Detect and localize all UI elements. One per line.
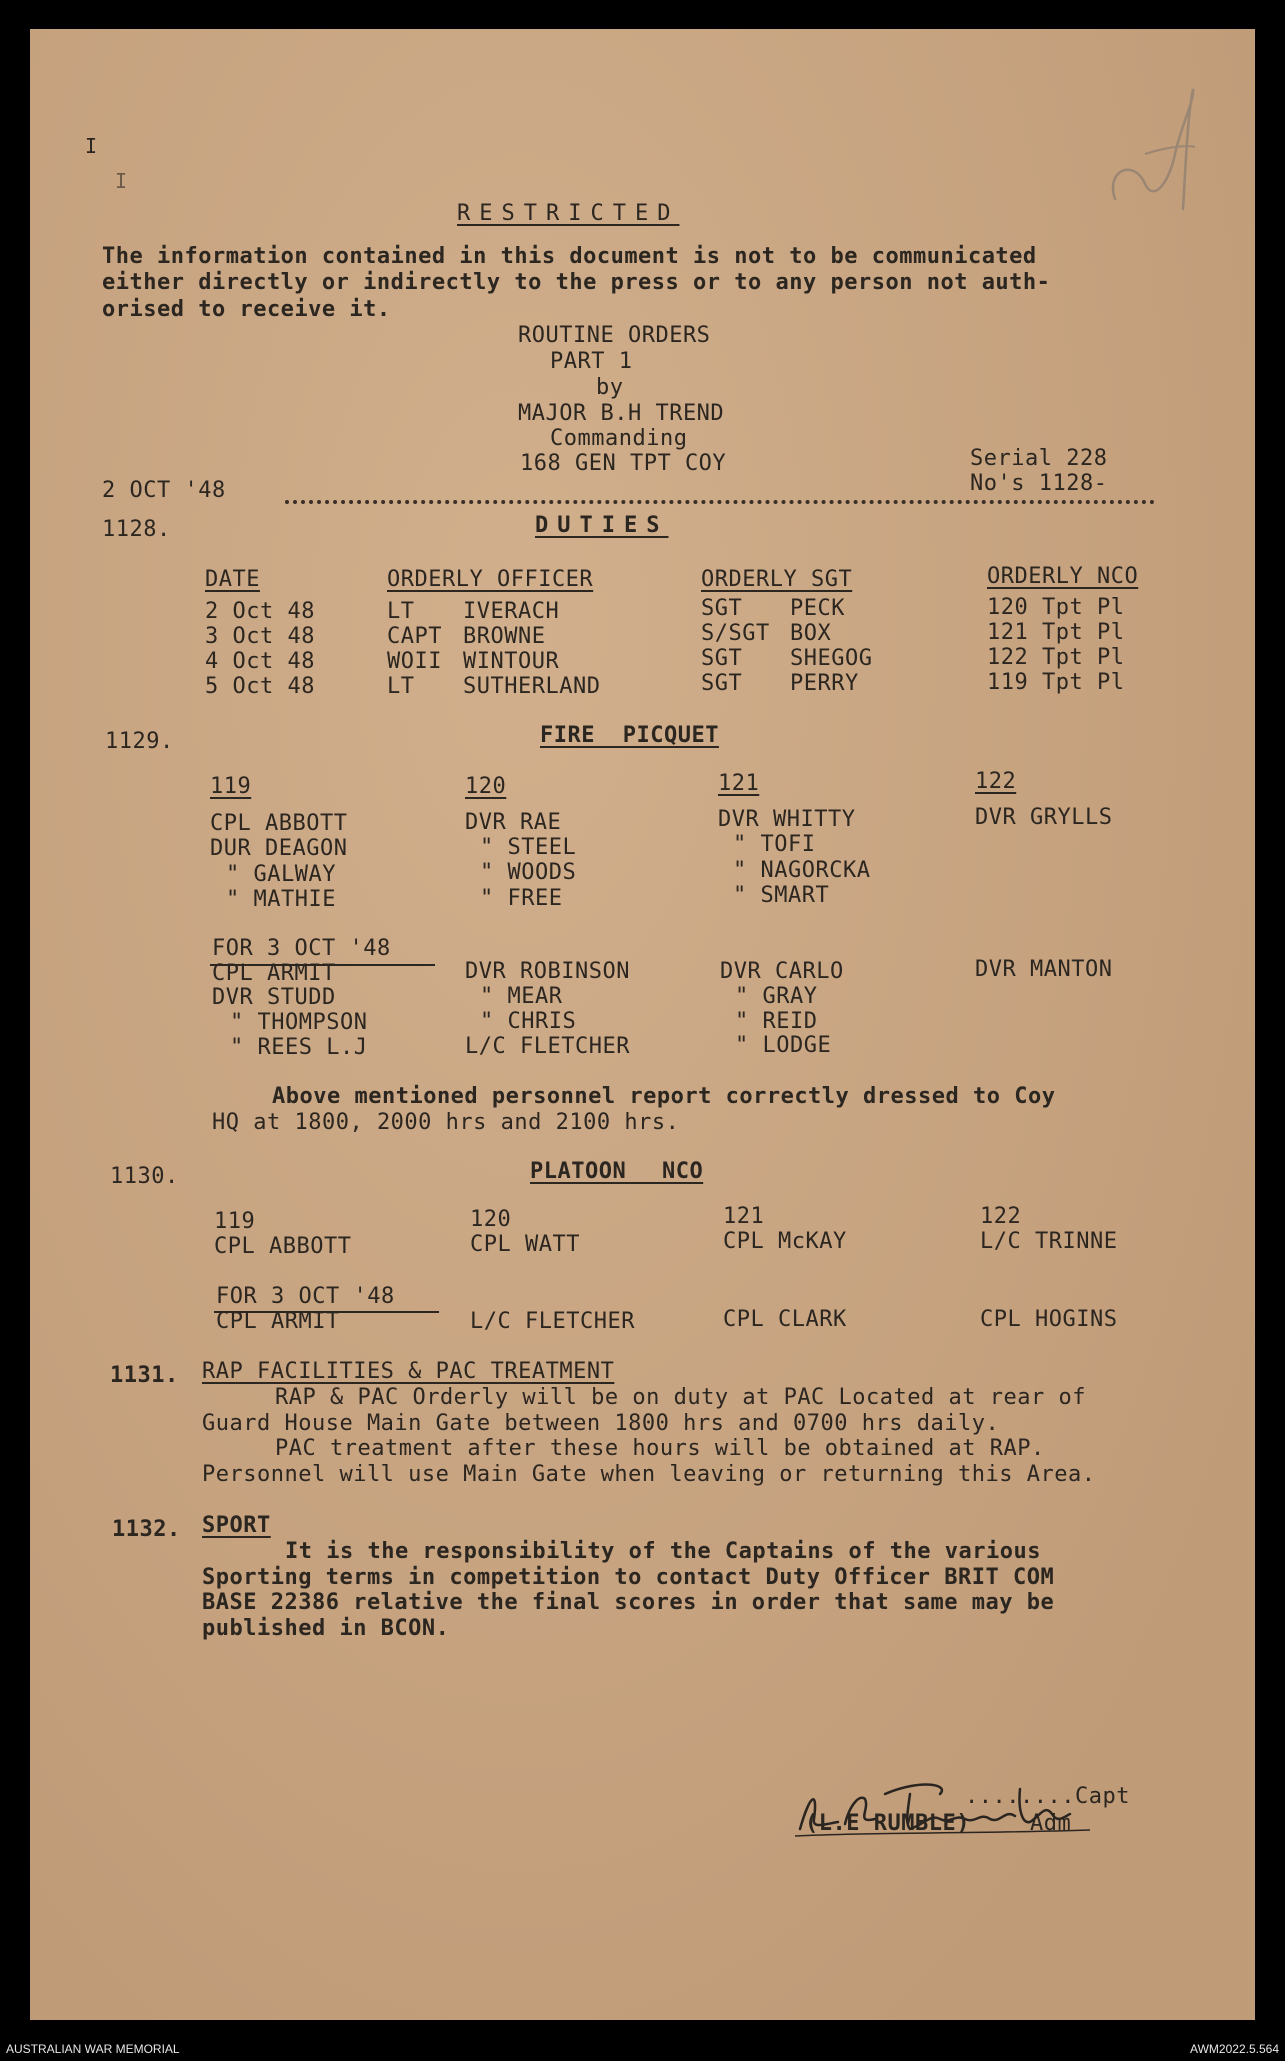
- handwritten-initials: [1075, 59, 1225, 239]
- platoon-header: 121: [723, 1204, 765, 1229]
- personnel-name: " THOMPSON: [230, 1010, 368, 1035]
- officer-rank: LT: [387, 599, 415, 624]
- personnel-name: DVR RAE: [465, 810, 562, 835]
- personnel-name: " GRAY: [735, 984, 818, 1009]
- personnel-name: DVR ROBINSON: [465, 959, 630, 984]
- signatory-name: (L.E RUMBLE): [805, 1811, 970, 1836]
- title-line: Commanding: [550, 426, 688, 451]
- margin-mark: I: [85, 134, 98, 158]
- nco-name: CPL CLARK: [723, 1307, 847, 1332]
- rap-line: Personnel will use Main Gate when leaving or returning this Area.: [202, 1462, 1096, 1487]
- platoon-header: 119: [214, 1209, 256, 1234]
- title-line: 168 GEN TPT COY: [520, 451, 727, 476]
- nco-name: CPL ARMIT: [216, 1309, 340, 1334]
- notice-line: orised to receive it.: [102, 297, 391, 322]
- nco-platoon: 119 Tpt Pl: [987, 670, 1125, 695]
- duties-col-sgt: ORDERLY SGT: [701, 567, 853, 592]
- notice-line: The information contained in this document is not to be communicated: [102, 244, 1037, 269]
- duties-col-nco: ORDERLY NCO: [987, 564, 1139, 589]
- nco-platoon: 122 Tpt Pl: [987, 645, 1125, 670]
- officer-rank: WOII: [387, 649, 442, 674]
- sgt-name: BOX: [790, 621, 832, 646]
- issue-date: 2 OCT '48: [102, 478, 226, 503]
- margin-mark: I: [115, 169, 128, 193]
- footer-credit: AUSTRALIAN WAR MEMORIAL: [6, 2042, 180, 2056]
- sport-line: Sporting terms in competition to contact Duty Officer BRIT COM: [202, 1565, 1055, 1590]
- sgt-name: PECK: [790, 596, 845, 621]
- notice-line: either directly or indirectly to the press or to any person not auth-: [102, 270, 1051, 295]
- personnel-name: " NAGORCKA: [733, 858, 871, 883]
- personnel-name: " STEEL: [480, 835, 577, 860]
- nco-name: CPL McKAY: [723, 1229, 847, 1254]
- order-number: 1128.: [102, 517, 171, 542]
- rap-line: PAC treatment after these hours will be obtained at RAP.: [275, 1436, 1045, 1461]
- sgt-rank: SGT: [701, 646, 743, 671]
- personnel-name: CPL ABBOTT: [210, 811, 348, 836]
- order-number: 1131.: [110, 1363, 179, 1388]
- rap-line: RAP & PAC Orderly will be on duty at PAC Located at rear of: [275, 1385, 1086, 1410]
- personnel-name: " REES L.J: [230, 1035, 368, 1060]
- for-date-label: FOR 3 OCT '48: [212, 936, 391, 961]
- personnel-name: " MEAR: [480, 984, 563, 1009]
- personnel-name: CPL ARMIT: [212, 961, 336, 986]
- picquet-note: HQ at 1800, 2000 hrs and 2100 hrs.: [212, 1110, 680, 1135]
- duty-date: 3 Oct 48: [205, 624, 315, 649]
- order-number: 1129.: [105, 729, 174, 754]
- platoon-header: 120: [465, 774, 507, 799]
- personnel-name: DVR WHITTY: [718, 807, 856, 832]
- personnel-name: " TOFI: [733, 832, 816, 857]
- personnel-name: " MATHIE: [226, 887, 336, 912]
- personnel-name: DVR MANTON: [975, 957, 1113, 982]
- personnel-name: " SMART: [733, 883, 830, 908]
- sgt-rank: S/SGT: [701, 621, 770, 646]
- officer-name: IVERACH: [463, 599, 560, 624]
- personnel-name: " FREE: [480, 886, 563, 911]
- signature-capt: ........Capt: [965, 1784, 1130, 1809]
- duties-col-officer: ORDERLY OFFICER: [387, 567, 594, 592]
- title-line: PART 1: [550, 349, 633, 374]
- officer-name: BROWNE: [463, 624, 546, 649]
- officer-rank: CAPT: [387, 624, 442, 649]
- personnel-name: " REID: [735, 1009, 818, 1034]
- nco-name: L/C TRINNE: [980, 1229, 1118, 1254]
- nco-name: CPL HOGINS: [980, 1307, 1118, 1332]
- personnel-name: DUR DEAGON: [210, 836, 348, 861]
- nco-platoon: 120 Tpt Pl: [987, 595, 1125, 620]
- officer-name: SUTHERLAND: [463, 674, 601, 699]
- sport-line: published in BCON.: [202, 1616, 450, 1641]
- platoon-header: 120: [470, 1207, 512, 1232]
- personnel-name: " GALWAY: [226, 862, 336, 887]
- restricted-heading: RESTRICTED: [457, 201, 680, 226]
- duty-date: 2 Oct 48: [205, 599, 315, 624]
- serial-number: Serial 228: [970, 446, 1108, 471]
- sgt-name: SHEGOG: [790, 646, 873, 671]
- sport-heading: SPORT: [202, 1513, 271, 1538]
- sgt-rank: SGT: [701, 671, 743, 696]
- duties-col-date: DATE: [205, 567, 260, 592]
- personnel-name: DVR GRYLLS: [975, 805, 1113, 830]
- personnel-name: " CHRIS: [480, 1009, 577, 1034]
- platoon-header: 121: [718, 771, 760, 796]
- personnel-name: L/C FLETCHER: [465, 1034, 630, 1059]
- for-date-label: FOR 3 OCT '48: [216, 1284, 395, 1309]
- title-line: MAJOR B.H TREND: [518, 401, 725, 426]
- sport-line: It is the responsibility of the Captains of the various: [285, 1539, 1041, 1564]
- personnel-name: DVR CARLO: [720, 959, 844, 984]
- nco-platoon: 121 Tpt Pl: [987, 620, 1125, 645]
- nco-name: CPL ABBOTT: [214, 1234, 352, 1259]
- nco-name: CPL WATT: [470, 1232, 580, 1257]
- personnel-name: " WOODS: [480, 860, 577, 885]
- document-page: [30, 29, 1255, 2020]
- dotted-separator: [285, 500, 1155, 504]
- footer-accession: AWM2022.5.564: [1190, 2042, 1279, 2056]
- personnel-name: " LODGE: [735, 1033, 832, 1058]
- platoon-nco-heading: PLATOON NCO: [530, 1159, 704, 1184]
- platoon-header: 119: [210, 774, 252, 799]
- officer-name: WINTOUR: [463, 649, 560, 674]
- personnel-name: DVR STUDD: [212, 985, 336, 1010]
- sgt-rank: SGT: [701, 596, 743, 621]
- duties-heading: DUTIES: [535, 513, 669, 538]
- rap-heading: RAP FACILITIES & PAC TREATMENT: [202, 1359, 615, 1384]
- sgt-name: PERRY: [790, 671, 859, 696]
- nco-name: L/C FLETCHER: [470, 1309, 635, 1334]
- fire-picquet-heading: FIRE PICQUET: [540, 723, 719, 748]
- officer-rank: LT: [387, 674, 415, 699]
- platoon-header: 122: [980, 1204, 1022, 1229]
- sport-line: BASE 22386 relative the final scores in order that same may be: [202, 1590, 1055, 1615]
- duty-date: 4 Oct 48: [205, 649, 315, 674]
- order-number: 1130.: [110, 1164, 179, 1189]
- title-line: ROUTINE ORDERS: [518, 323, 711, 348]
- rap-line: Guard House Main Gate between 1800 hrs and 0700 hrs daily.: [202, 1411, 1000, 1436]
- order-numbers: No's 1128-: [970, 471, 1108, 496]
- duty-date: 5 Oct 48: [205, 674, 315, 699]
- order-number: 1132.: [112, 1517, 181, 1542]
- title-line: by: [596, 375, 624, 400]
- platoon-header: 122: [975, 769, 1017, 794]
- picquet-note: Above mentioned personnel report correctly dressed to Coy: [272, 1084, 1056, 1109]
- signatory-role: Adm: [1030, 1811, 1072, 1836]
